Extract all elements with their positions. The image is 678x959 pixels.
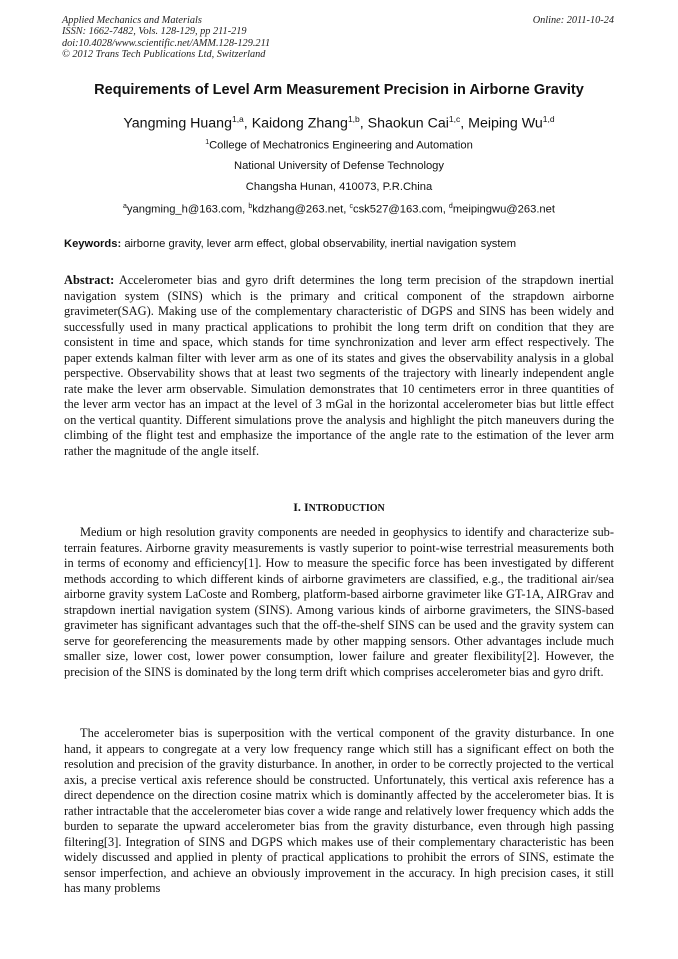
- section-heading: [64, 500, 614, 515]
- journal-issn: ISSN: 1662-7482, Vols. 128-129, pp 211-219: [62, 26, 247, 38]
- journal-header: [62, 15, 614, 61]
- author-name: Shaokun Cai: [367, 115, 449, 132]
- abstract-text: Accelerometer bias and gyro drift determines the long term precision of the strapdown inertial navigation system (SINS) which is the primary and critical component of the strapdown airborne gravimeter(SAG). Making use of the complementary characteristic of DGPS and SINS has been widely and successfully used in many practical applications to prohibit the long term drift on condition that they are consistent in time and space, which stands for time synchronization and lever arm effect respectively. The paper extends kalman filter with lever arm as one of its states and gives the observability analysis in a global perspective. Observability shows that at least two segments of the trajectory with linearly independent angle rate make the lever arm observable. Simulation demonstrates that 10 centimeters error in three quantities of the lever arm vector has an impact at the level of 3 mGal in the horizontal accelerometer bias but little effect on the vertical quantity. Different simulations prove the analysis and highlight the pitch maneuvers during the climbing of the flight test and emphasize the importance of the angle rate to the estimation of the lever arm rather the magnitude of the angle itself.: [64, 273, 614, 459]
- section-rest: NTRODUCTION: [308, 503, 385, 514]
- email-sup: d: [448, 203, 453, 210]
- author-sup: 1,a: [231, 114, 244, 124]
- journal-name: Applied Mechanics and Materials: [62, 15, 202, 26]
- author-name: Kaidong Zhang: [251, 115, 348, 132]
- author-name: Yangming Huang: [123, 115, 232, 132]
- email-address: kdzhang@263.net: [252, 203, 344, 216]
- intro-paragraph-1: Medium or high resolution gravity components are needed in geophysics to identify and characterize sub-terrain features. Airborne gravity measurements is vastly superior to point-wise terrestrial measurements both in terms of economy and efficiency[1]. How to measure the specific force has been investigated by different methods according to which different kinds of airborne gravimeters are classified, e.g., the traditional air/sea airborne gravity system LaCoste and Romberg, platform-based airborne gravimeter like GT-1A, AIRGrav and strapdown inertial navigation system (SINS). Among various kinds of airborne gravimeters, the SINS-based gravimeter has significant advantages such that the off-the-shelf SINS can be used and the gravity system can serve for georeferencing the measurements made by other mapping sensors. Other advantages include much smaller size, lower cost, lower power consumption, lower failure and greater flexibility[2]. However, the precision of the SINS is dominated by the long term drift which comprises accelerometer bias and gyro drift.: [64, 525, 614, 679]
- email-sup: c: [349, 203, 353, 210]
- affiliation-line: [40, 139, 638, 152]
- intro-paragraph-2: The accelerometer bias is superposition with the vertical component of the gravity disturbance. In one hand, it appears to congregate at a very low frequency range which still has a significant effect on both the resolution and precision of the gravity disturbance. In another, in order to be correctly projected to the vertical axis, a precise vertical axis reference should be constructed. Unfortunately, this vertical axis reference has a direct dependence on the direction cosine matrix which is dominantly affected by the accelerometer bias. It is rather intractable that the accelerometer bias cover a wide range and relatively lower frequency which adds the burden to separate the upward accelerometer bias from the gravity disturbance, even through high passing filtering[3]. Integration of SINS and DGPS which makes use of their complementary characteristic has been widely discussed and applied in plenty of practical applications to prohibit the errors of SINS, estimate the sensor imperfection, and achieve an obviously improvement in the accuracy. In high precision cases, it still has many problems: [64, 726, 614, 896]
- affiliation-college: College of Mechatronics Engineering and Automation: [209, 139, 473, 152]
- abstract: [64, 273, 614, 460]
- author-sup: 1,d: [542, 114, 555, 124]
- email-sup: a: [123, 203, 127, 210]
- author-list: Yangming Huang$^{1,a}$, Kaidong Zhang$^{1,b}$, Shaokun Cai$^{1,c}$, Meiping Wu$^{1,d}$: [123, 114, 555, 132]
- author-name: Meiping Wu: [468, 115, 543, 132]
- paper-title: Requirements of Level Arm Measurement Precision in Airborne Gravity: [94, 82, 584, 98]
- author-sup: 1,c: [448, 114, 461, 124]
- abstract-label: Abstract:: [64, 273, 115, 287]
- email-address: yangming_h@163.com: [126, 203, 243, 216]
- affiliation-sup: 1: [205, 139, 210, 146]
- affiliation-line: National University of Defense Technology: [234, 160, 444, 172]
- section-number: I.: [293, 500, 301, 514]
- affiliation-line: Changsha Hunan, 410073, P.R.China: [245, 181, 433, 193]
- keywords-label: Keywords:: [64, 238, 122, 250]
- keywords: [64, 238, 616, 250]
- email-line: $^a$yangming_h@163.com, $^b$kdzhang@263.net, $^c$csk527@163.com, $^d$meipingwu@263.net: [123, 203, 555, 216]
- email-sup: b: [248, 203, 253, 210]
- email-address: csk527@163.com: [352, 203, 443, 216]
- online-date: Online: 2011-10-24: [532, 15, 614, 26]
- section-first-letter: I: [303, 500, 309, 514]
- journal-copyright: © 2012 Trans Tech Publications Ltd, Switzerland: [62, 49, 266, 61]
- email-address: meipingwu@263.net: [452, 203, 555, 216]
- author-sup: 1,b: [347, 114, 360, 124]
- keywords-text: airborne gravity, lever arm effect, global observability, inertial navigation system: [124, 238, 517, 250]
- journal-doi: doi:10.4028/www.scientific.net/AMM.128-129.211: [62, 37, 271, 49]
